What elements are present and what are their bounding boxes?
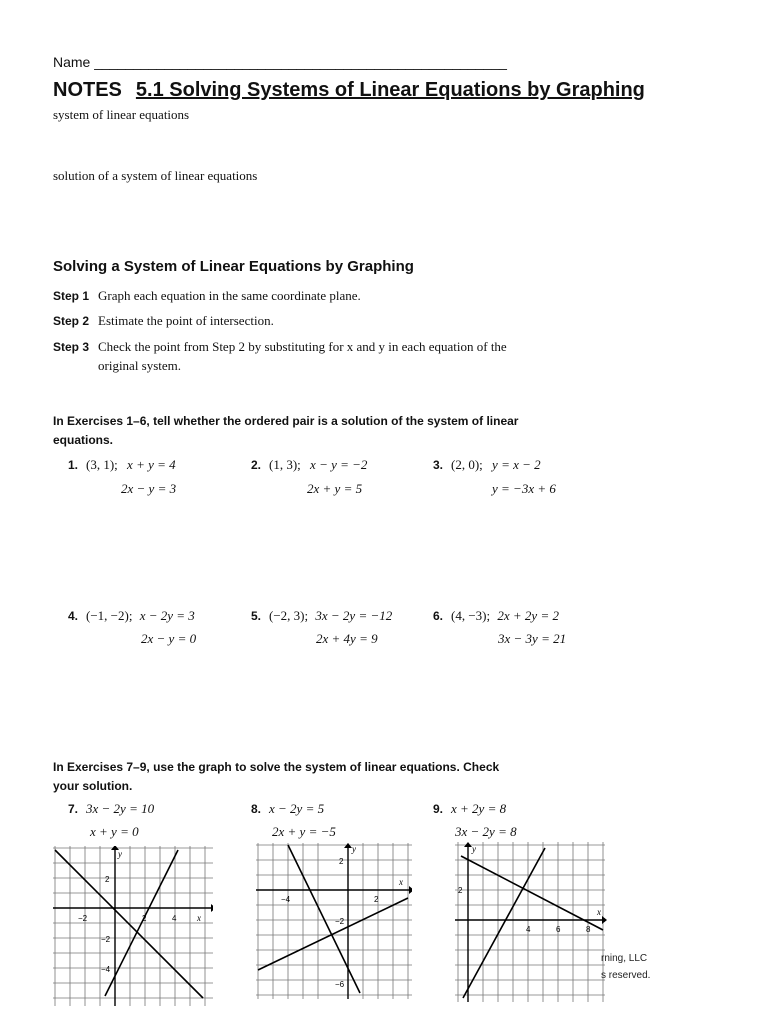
equation: 2x − y = 3 [121,481,177,496]
copyright-text: rning, LLC [601,953,648,964]
equation: 2x + 2y = 2 [497,608,559,623]
exercise-2 [251,457,367,473]
equation: x + y = 0 [90,824,139,839]
equation: 3x − 2y = 8 [455,824,517,839]
tick-label: 4 [526,925,531,934]
axis-label-y: y [472,844,476,854]
step-text: Graph each equation in the same coordinate plane. [98,288,361,303]
exercise-number: 6. [433,609,444,623]
axis-arrow [409,886,412,894]
axis-label-x: x [597,907,601,917]
instructions-line: equations. [53,433,114,447]
instructions-line: In Exercises 1–6, tell whether the ordered pair is a solution of the system of linear [53,414,519,428]
exercise-number: 9. [433,802,444,816]
exercise-7 [68,801,154,817]
equation: 3x − 2y = 10 [86,801,155,816]
graph-exercise-8 [256,843,412,999]
axis-arrow [211,904,213,912]
ordered-pair: (3, 1); [86,457,118,472]
tick-label: 8 [586,925,591,934]
lines [461,848,603,998]
step-label: Step 2 [53,314,90,328]
exercise-number: 5. [251,609,262,623]
equation: y = −3x + 6 [492,481,556,496]
step-3 [53,339,507,355]
equation: x + 2y = 8 [451,801,507,816]
tick-label: 6 [556,925,561,934]
instructions-line: your solution. [53,779,133,793]
equation: 2x − y = 0 [141,631,197,646]
exercise-6 [433,608,559,624]
instructions-line: In Exercises 7–9, use the graph to solve the system of linear equations. Check [53,760,500,774]
tick-label: −4 [101,965,111,974]
tick-label: −4 [281,895,291,904]
ordered-pair: (−2, 3); [269,608,309,623]
equation: x − 2y = 3 [139,608,195,623]
equation: y = x − 2 [492,457,541,472]
exercise-9 [433,801,506,817]
equation: 2x + 4y = 9 [316,631,378,646]
step-label: Step 3 [53,340,90,354]
axis-label-x: x [399,877,403,887]
exercise-number: 8. [251,802,262,816]
step-2 [53,313,274,329]
equation: x − 2y = 5 [269,801,325,816]
tick-label: −2 [101,935,111,944]
exercise-number: 7. [68,802,79,816]
term-system: system of linear equations [53,107,190,122]
core-heading: Solving a System of Linear Equations by Graphing [53,258,414,275]
tick-label: 2 [105,875,110,884]
exercise-number: 3. [433,458,444,472]
exercise-8 [251,801,324,817]
axis-arrow [344,843,352,848]
equation: 3x − 2y = −12 [315,608,393,623]
tick-label: 4 [172,914,177,923]
equation: 2x + y = 5 [307,481,363,496]
lines [55,850,203,998]
tick-label: −6 [335,980,345,989]
grid [53,846,213,1006]
exercise-number: 2. [251,458,262,472]
tick-label: −2 [78,914,88,923]
graph-exercise-7 [53,846,213,1006]
term-solution: solution of a system of linear equations [53,168,258,183]
page-title [53,79,645,102]
axis-label-y: y [352,844,356,854]
equation: 3x − 3y = 21 [498,631,567,646]
exercise-number: 4. [68,609,79,623]
step-text: Estimate the point of intersection. [98,313,274,328]
axes [256,847,409,999]
notes-label: NOTES [53,79,122,101]
tick-label: 2 [142,914,147,923]
exercise-3 [433,457,541,473]
step-label: Step 1 [53,289,90,303]
tick-label: 2 [339,857,344,866]
equation: x + y = 4 [127,457,176,472]
lesson-title: 5.1 Solving Systems of Linear Equations by Graphing [135,79,645,101]
axis-label-y: y [118,849,122,859]
lines [258,845,408,993]
step-3-continued: original system. [98,358,182,373]
ordered-pair: (2, 0); [451,457,483,472]
exercise-number: 1. [68,458,79,472]
ordered-pair: (−1, −2); [86,608,133,623]
tick-label: 2 [374,895,379,904]
equation: 2x + y = −5 [272,824,336,839]
exercise-1 [68,457,176,473]
step-1 [53,288,361,304]
axis-arrow [602,916,607,924]
copyright-text: s reserved. [601,970,651,981]
axes [455,845,602,1002]
equation: x − y = −2 [310,457,368,472]
instructions-7-9 [53,758,499,796]
ordered-pair: (1, 3); [269,457,301,472]
tick-label: 2 [458,886,463,895]
axis-label-x: x [197,913,201,923]
grid [256,843,412,999]
name-field-label: Name _____________________________________________________ [53,54,507,70]
ordered-pair: (4, −3); [451,608,491,623]
axis-arrow [464,842,472,847]
tick-label: −2 [335,917,345,926]
grid [455,842,605,1002]
exercise-4 [68,608,195,624]
instructions-1-6 [53,412,518,450]
step-text: Check the point from Step 2 by substituting for x and y in each equation of the [98,339,507,354]
exercise-5 [251,608,392,624]
graph-exercise-9 [455,842,607,1002]
